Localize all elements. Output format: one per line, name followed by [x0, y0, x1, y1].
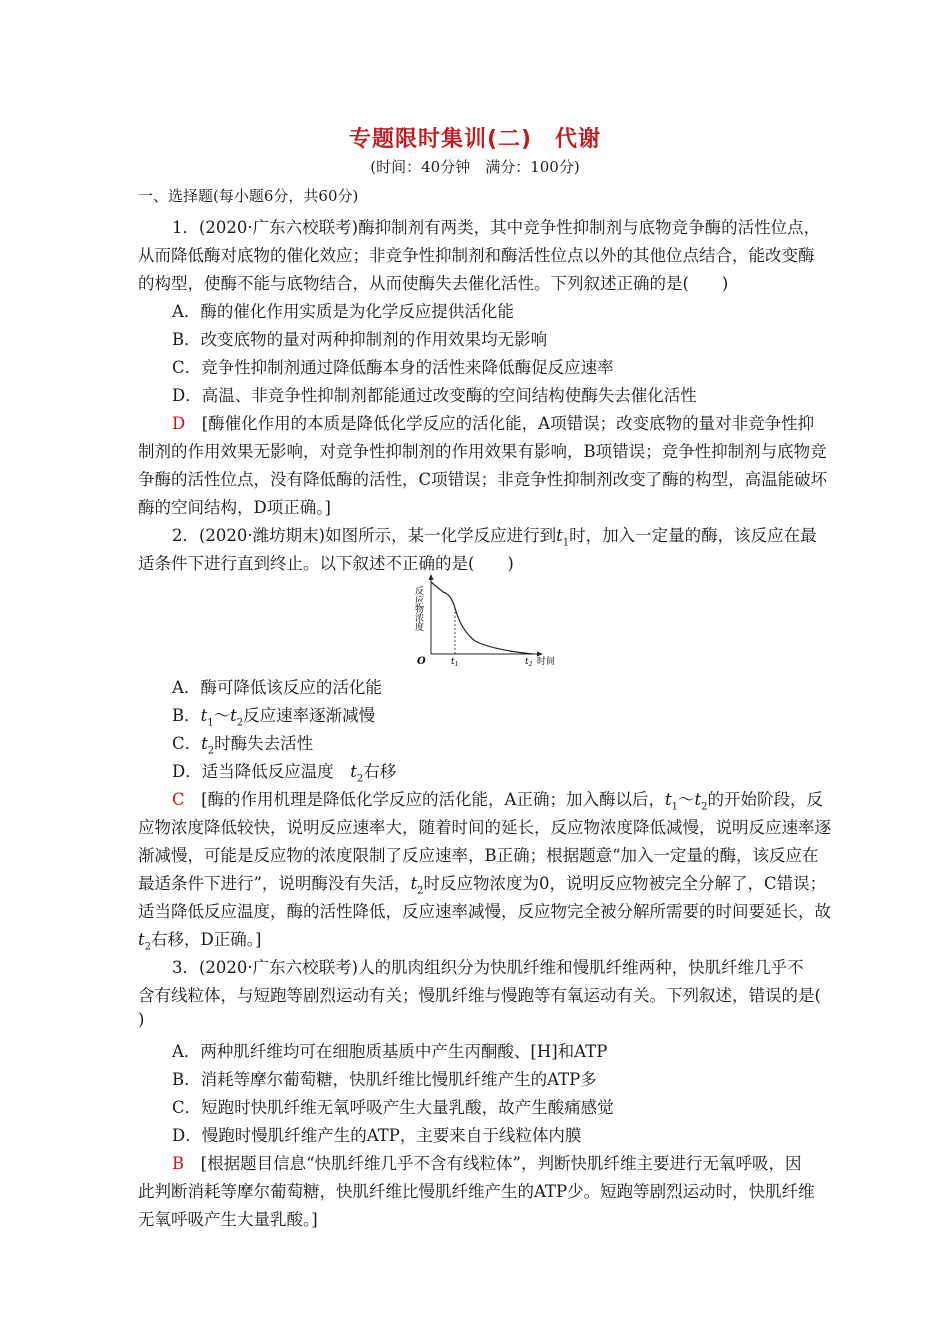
q2-option-b: B．$t_1\sim t_2$反应速率逐渐减慢 [172, 706, 376, 729]
q3-answer: B [172, 1154, 185, 1173]
q1-option-b: B．改变底物的量对两种抑制剂的作用效果均无影响 [172, 330, 548, 349]
reaction-concentration-chart [413, 574, 556, 668]
q1-explanation-line-4: 酶的空间结构，D项正确。] [138, 498, 331, 517]
q2-stem-line-1: 2．(2020·潍坊期末)如图所示，某一化学反应进行到$t_1$时，加入一定量的酶，该反应在最 [172, 526, 817, 549]
y-axis-arrow [429, 574, 434, 580]
tick-t2: $t_2$ [525, 657, 533, 668]
x-axis-label: 时间 [537, 657, 556, 667]
tick-t1: $t_1$ [451, 657, 459, 668]
q2-option-a: A．酶可降低该反应的活化能 [172, 678, 382, 697]
q3-stem-line-2: 含有线粒体，与短跑等剧烈运动有关；慢肌纤维与慢跑等有氧运动有关。下列叙述，错误的是( [138, 986, 821, 1005]
q1-option-d: D．高温、非竞争性抑制剂都能通过改变酶的空间结构使酶失去催化活性 [172, 386, 697, 405]
q3-stem-line-1: 3．(2020·广东六校联考)人的肌肉组织分为快肌纤维和慢肌纤维两种，快肌纤维几乎不 [172, 958, 804, 977]
q3-option-a: A．两种肌纤维均可在细胞质基质中产生丙酮酸、[H]和ATP [172, 1042, 608, 1061]
q3-explanation-line-3: 无氧呼吸产生大量乳酸。] [138, 1210, 318, 1229]
q3-explanation-line-2: 此判断消耗等摩尔葡萄糖，快肌纤维比慢肌纤维产生的ATP少。短跑等剧烈运动时，快肌纤维 [138, 1182, 815, 1201]
q1-stem-line-1: 1．(2020·广东六校联考)酶抑制剂有两类，其中竞争性抑制剂与底物竞争酶的活性位点， [172, 218, 821, 237]
q2-explanation-line-6: $t_2$右移，D正确。] [138, 930, 262, 953]
q1-explanation-line-2: 制剂的作用效果无影响，对竞争性抑制剂的作用效果有影响，B项错误；竞争性抑制剂与底物竞 [138, 442, 827, 461]
q1-option-a: A．酶的催化作用实质是为化学反应提供活化能 [172, 302, 514, 321]
section-heading: 一、选择题(每小题6分，共60分) [138, 187, 359, 205]
q2-explanation-line-2: 应物浓度降低较快，说明反应速率大，随着时间的延长，反应物浓度降低减慢，说明反应速率逐 [138, 818, 831, 837]
page-title: 专题限时集训(二) 代谢 [348, 127, 602, 152]
q2-explanation-line-5: 适当降低反应温度，酶的活性降低，反应速率减慢，反应物完全被分解所需要的时间要延长，故 [138, 902, 831, 921]
q3-option-b: B．消耗等摩尔葡萄糖，快肌纤维比慢肌纤维产生的ATP多 [172, 1070, 597, 1089]
y-axis-label: 反应物浓度 [413, 586, 423, 631]
time-score-note: (时间：40分钟 满分：100分) [370, 158, 580, 176]
q3-option-c: C．短跑时快肌纤维无氧呼吸产生大量乳酸，故产生酸痛感觉 [172, 1098, 614, 1117]
q2-explanation-line-4: 最适条件下进行”，说明酶没有失活，$t_2$时反应物浓度为0，说明反应物被完全分解了，C错误； [138, 874, 827, 897]
q3-explanation-line-1: B [根据题目信息“快肌纤维几乎不含有线粒体”，判断快肌纤维主要进行无氧呼吸，因 [172, 1154, 802, 1173]
q3-stem-line-3: ) [138, 1010, 145, 1029]
q2-answer: C [172, 790, 185, 809]
origin-label: O [417, 656, 426, 667]
q1-stem-line-2: 从而降低酶对底物的催化效应；非竞争性抑制剂和酶活性位点以外的其他位点结合，能改变酶 [138, 246, 815, 265]
q1-explanation-line-3: 争酶的活性位点，没有降低酶的活性，C项错误；非竞争性抑制剂改变了酶的构型，高温能破坏 [138, 470, 828, 489]
q2-option-c: C．$t_2$时酶失去活性 [172, 734, 314, 757]
q2-explanation-line-3: 渐减慢，可能是反应物的浓度限制了反应速率，B正确；根据题意“加入一定量的酶，该反应在 [138, 846, 819, 865]
q1-stem-line-3: 的构型，使酶不能与底物结合，从而使酶失去催化活性。下列叙述正确的是( ) [138, 274, 729, 293]
q2-explanation-line-1: C [酶的作用机理是降低化学反应的活化能，A正确；加入酶以后，$t_1\sim t_2$的开始阶段，反 [172, 790, 824, 813]
q3-option-d: D．慢跑时慢肌纤维产生的ATP，主要来自于线粒体内膜 [172, 1126, 582, 1145]
q2-option-d: D．适当降低反应温度 $t_2$右移 [172, 762, 397, 785]
q1-option-c: C．竞争性抑制剂通过降低酶本身的活性来降低酶促反应速率 [172, 358, 614, 377]
q1-explanation-line-1: D [酶催化作用的本质是降低化学反应的活化能，A项错误；改变底物的量对非竞争性抑 [172, 414, 815, 433]
q2-stem-line-2: 适条件下进行直到终止。以下叙述不正确的是( ) [138, 554, 514, 573]
q1-answer: D [172, 414, 186, 433]
concentration-curve [431, 582, 533, 654]
x-axis-arrow [537, 652, 543, 657]
